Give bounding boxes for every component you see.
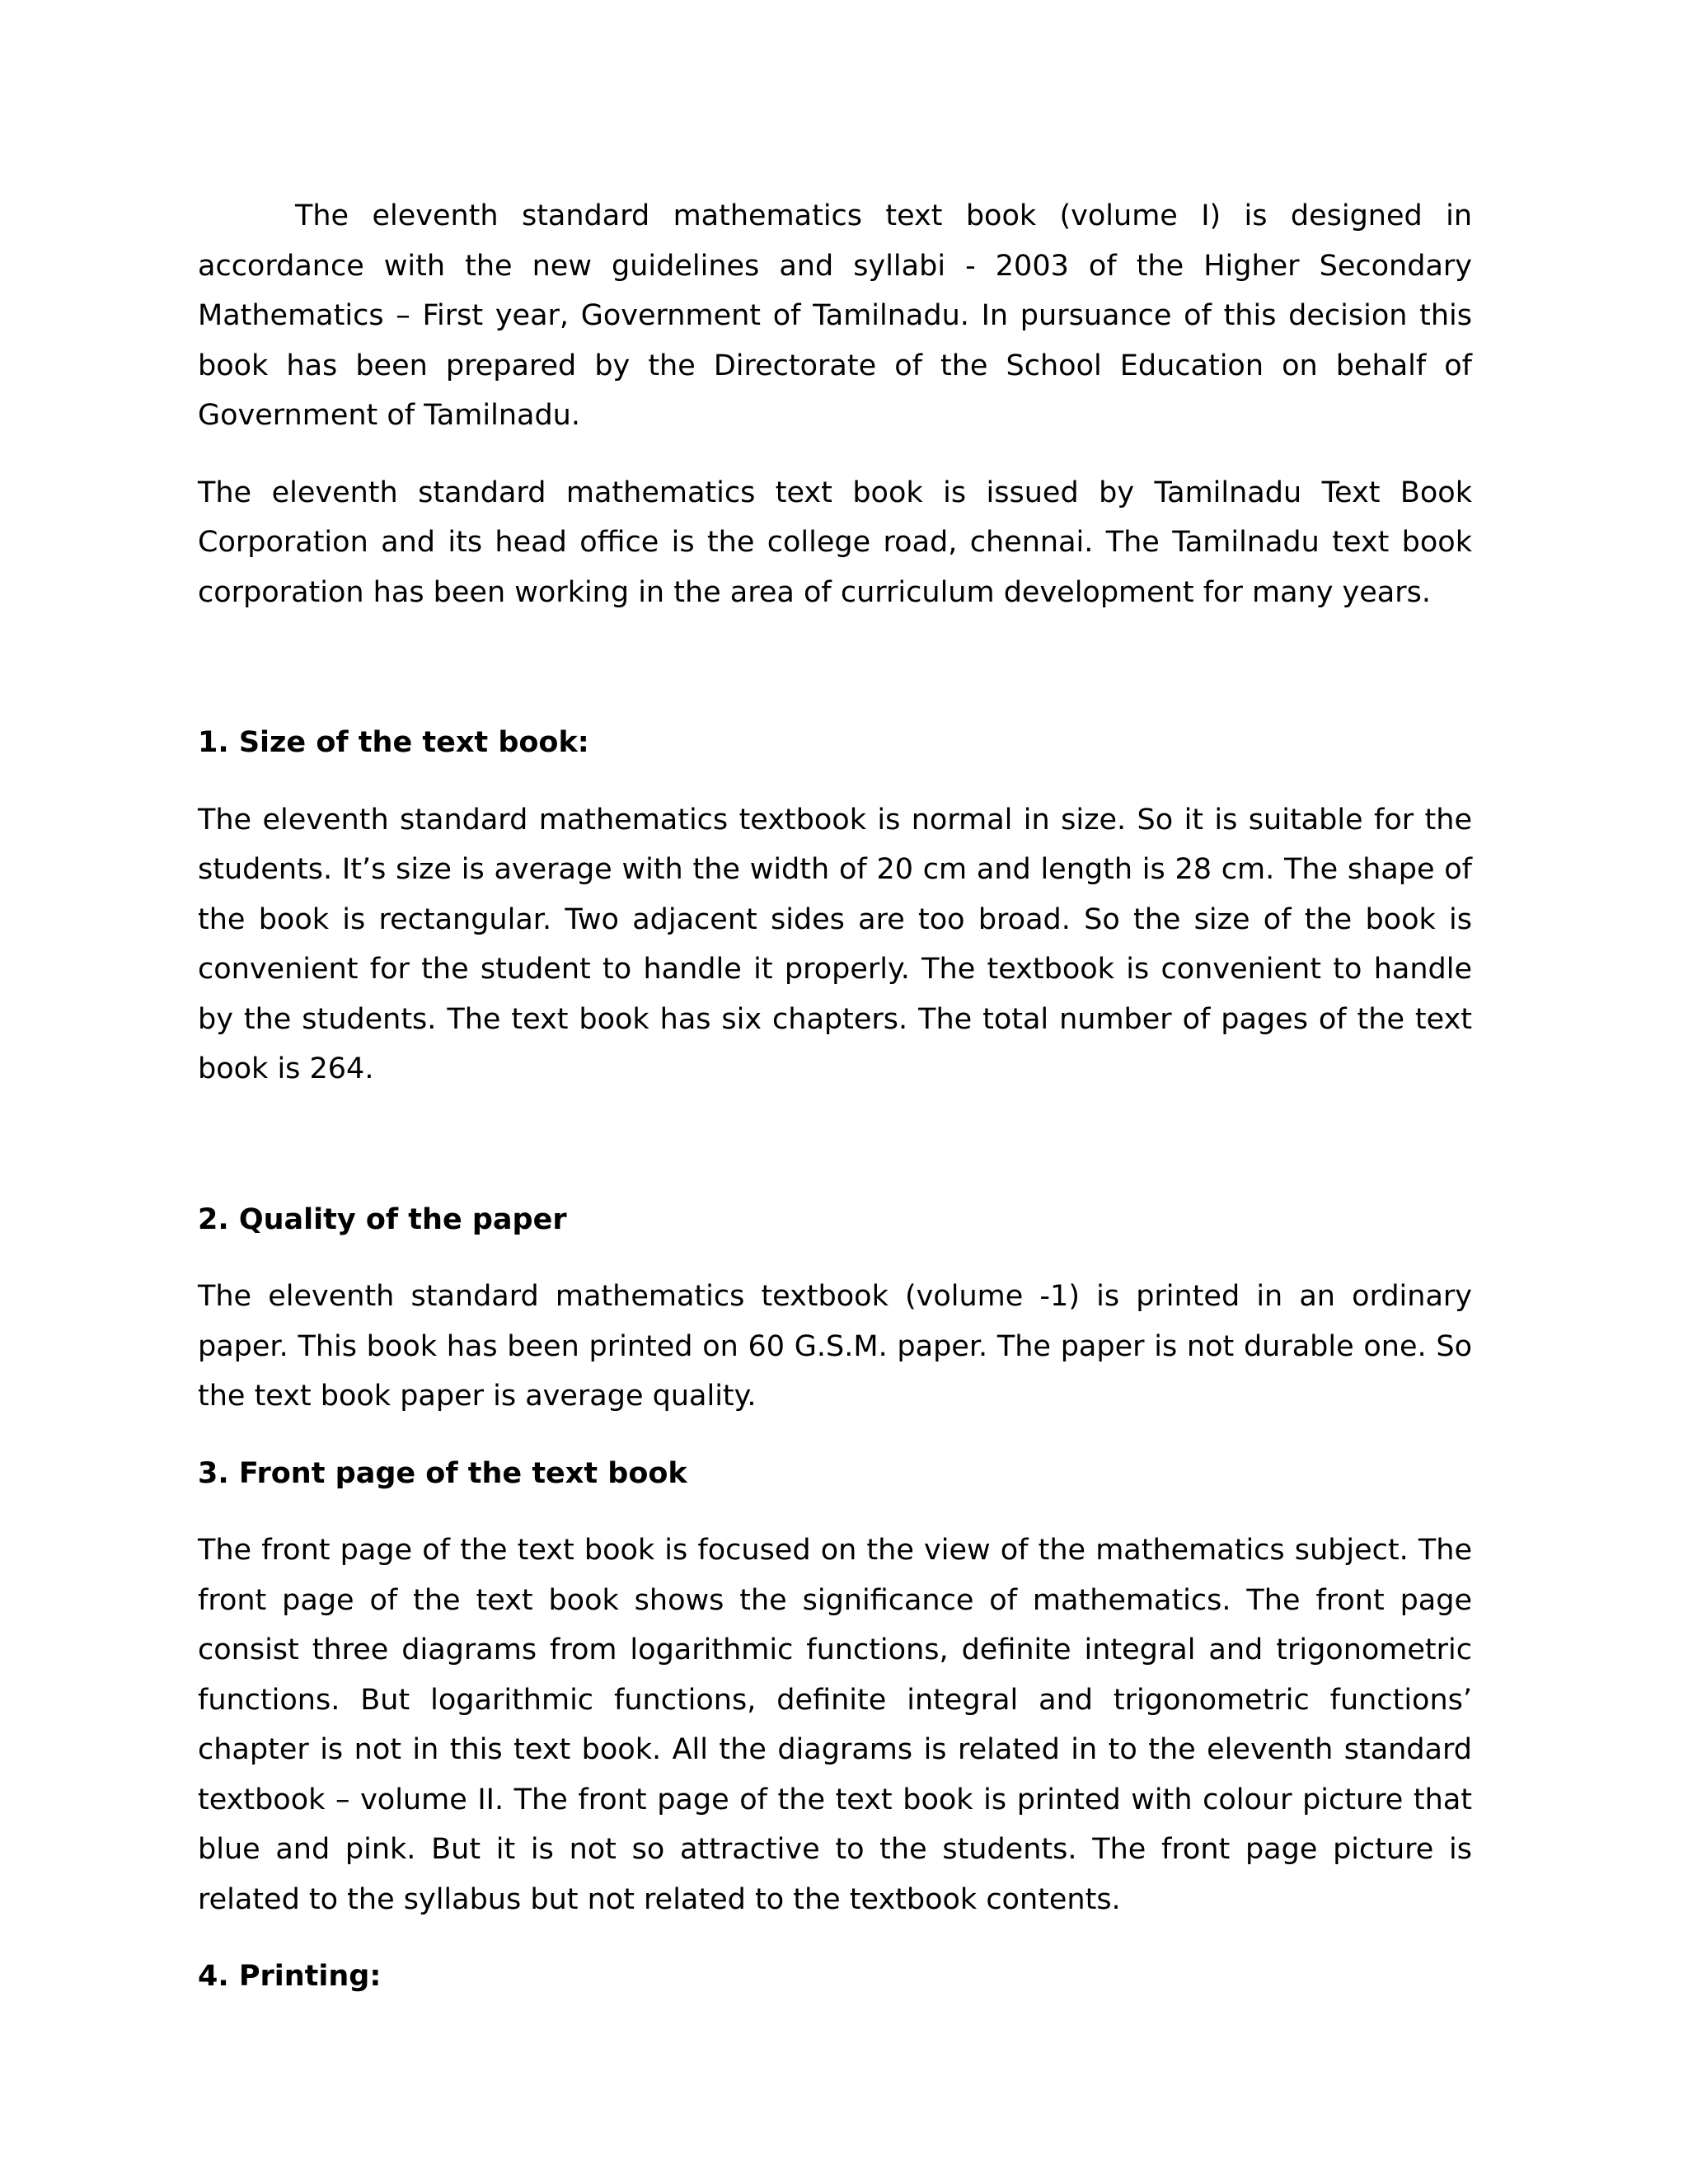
section-body-front-page: The front page of the text book is focused on the view of the mathematics subject. The front page of the text book shows the significance of mathematics. The front page consist three diagrams from logarithmic functions, definite integral and trigonometric functions. But logarithmic functions, definite integral and trigonometric functions’ chapter is not in this text book. All the diagrams is related in to the eleventh standard textbook – volume II. The front page of the text book is printed with colour picture that blue and pink. But it is not so attractive to the students. The front page picture is related to the syllabus but not related to the textbook contents.: [198, 1534, 1472, 1916]
section-body-size: The eleventh standard mathematics textbook is normal in size. So it is suitable for the students. It’s size is average with the width of 20 cm and length is 28 cm. The shape of the book is rectangular. Two adjacent sides are too broad. So the size of the book is convenient for the student to handle it properly. The textbook is convenient to handle by the students. The text book has six chapters. The total number of pages of the text book is 264.: [198, 803, 1472, 1085]
document-body: [198, 191, 1472, 2002]
section-heading-printing: 4. Printing:: [198, 1960, 382, 1993]
intro-paragraph-1: The eleventh standard mathematics text book (volume I) is designed in accordance with the new guidelines and syllabi - 2003 of the Higher Secondary Mathematics – First year, Government of Tamilnadu. In pursuance of this decision this book has been prepared by the Directorate of the School Education on behalf of Government of Tamilnadu.: [198, 199, 1472, 432]
intro-paragraph-2: The eleventh standard mathematics text book is issued by Tamilnadu Text Book Corporation and its head office is the college road, chennai. The Tamilnadu text book corporation has been working in the area of curriculum development for many years.: [198, 476, 1472, 609]
section-heading-size: 1. Size of the text book:: [198, 726, 589, 759]
section-body-paper-quality: The eleventh standard mathematics textbook (volume -1) is printed in an ordinary paper. This book has been printed on 60 G.S.M. paper. The paper is not durable one. So the text book paper is average quality.: [198, 1280, 1472, 1413]
section-heading-paper-quality: 2. Quality of the paper: [198, 1202, 567, 1236]
section-heading-front-page: 3. Front page of the text book: [198, 1456, 687, 1490]
